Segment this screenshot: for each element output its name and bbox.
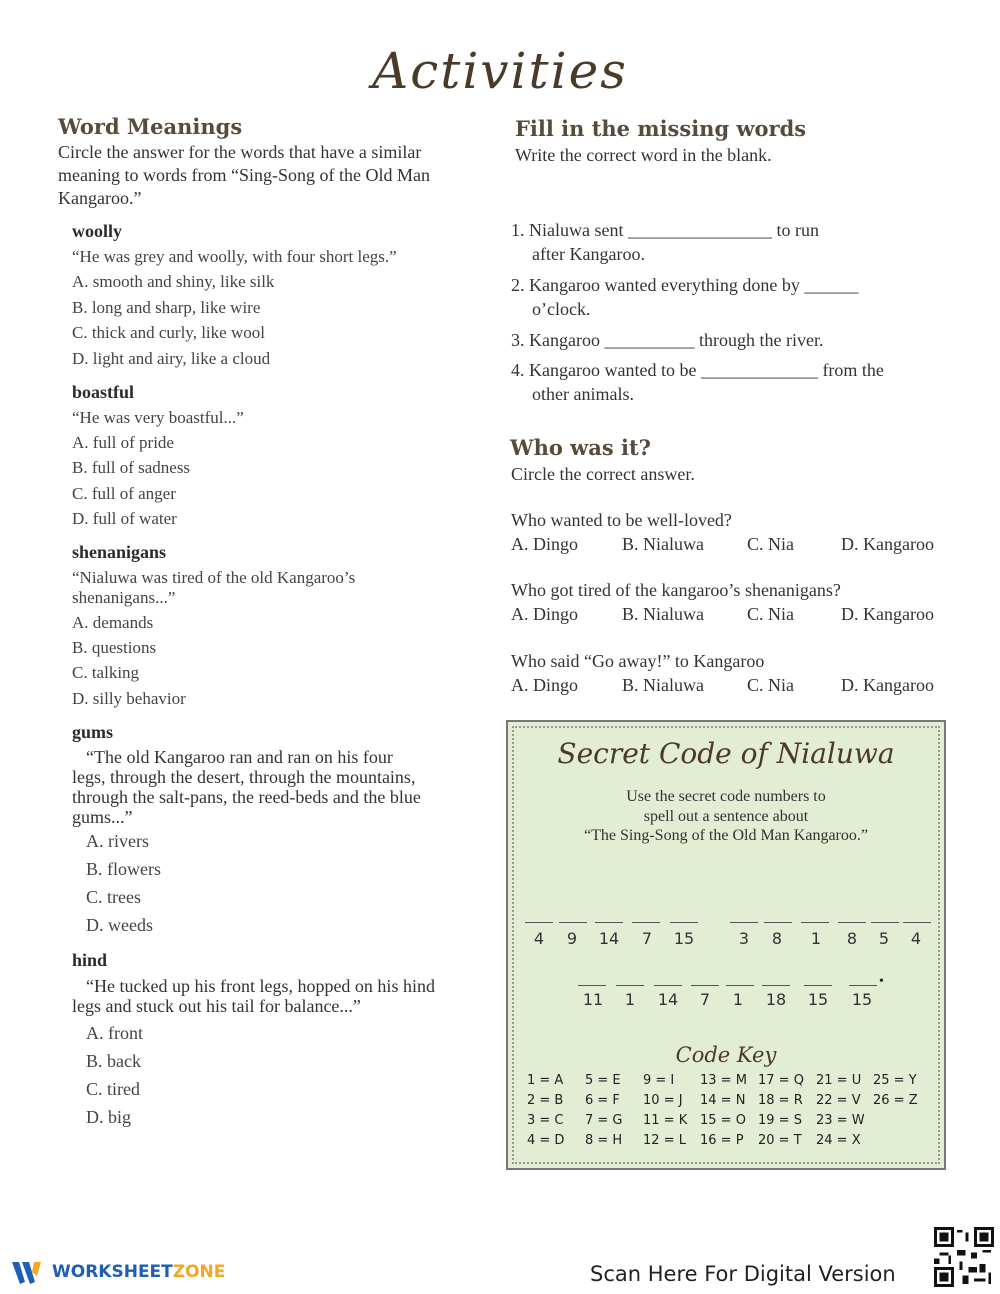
- answer-option[interactable]: A. full of pride: [72, 433, 174, 452]
- vocab-quote: “He was grey and woolly, with four short legs.”: [72, 247, 397, 266]
- letter-blank[interactable]: [670, 922, 698, 923]
- answer-option[interactable]: B. long and sharp, like wire: [72, 298, 261, 317]
- vocab-word: gums: [72, 722, 114, 742]
- vocab-quote: “The old Kangaroo ran and ran on his four legs, through the desert, through the mountains, through the salt-pans, the reed-beds and the blue gums...”: [72, 747, 421, 827]
- letter-blank[interactable]: [654, 985, 682, 986]
- secret-code-instruction: “The Sing-Song of the Old Man Kangaroo.”: [584, 827, 868, 844]
- question: Who said “Go away!” to Kangaroo: [511, 651, 765, 671]
- code-key-entry: 9 = I: [643, 1073, 675, 1088]
- answer-option[interactable]: D. full of water: [72, 509, 177, 528]
- letter-blank[interactable]: [730, 922, 758, 923]
- code-key-entry: 26 = Z: [873, 1093, 918, 1108]
- letter-blank[interactable]: [903, 922, 931, 923]
- code-key-entry: 5 = E: [585, 1073, 621, 1088]
- vocab-word: hind: [72, 950, 108, 970]
- answer-option[interactable]: C. talking: [72, 663, 140, 682]
- code-number: 3: [738, 929, 750, 948]
- code-number: 9: [566, 929, 578, 948]
- letter-blank[interactable]: [804, 985, 832, 986]
- answer-option[interactable]: A. smooth and shiny, like silk: [72, 272, 275, 291]
- code-number: 1: [732, 990, 744, 1009]
- letter-blank[interactable]: [838, 922, 866, 923]
- code-key-entry: 16 = P: [700, 1133, 744, 1148]
- vocab-quote: “He was very boastful...”: [72, 408, 244, 427]
- code-number: 8: [846, 929, 858, 948]
- answer-option[interactable]: C. thick and curly, like wool: [72, 323, 265, 342]
- code-key-title: Code Key: [675, 1043, 777, 1067]
- code-key-entry: 13 = M: [700, 1073, 747, 1088]
- who-was-it-heading: Who was it?: [510, 435, 651, 460]
- word-meanings-intro: Circle the answer for the words that have a similar meaning to words from “Sing-Song of the Old Man Kangaroo.”: [58, 142, 430, 208]
- code-key-entry: 1 = A: [527, 1073, 564, 1088]
- code-key-entry: 23 = W: [816, 1113, 865, 1128]
- letter-blank[interactable]: [762, 985, 790, 986]
- answer-option[interactable]: C. trees: [86, 887, 141, 907]
- answer-option[interactable]: D. weeds: [86, 915, 153, 935]
- answer-choice[interactable]: A. Dingo: [511, 604, 578, 624]
- vocab-word: woolly: [72, 221, 123, 241]
- letter-blank[interactable]: [595, 922, 623, 923]
- code-number: 15: [851, 990, 873, 1009]
- fill-in-item[interactable]: 2. Kangaroo wanted everything done by ______ o’clock.: [511, 275, 859, 319]
- question: Who got tired of the kangaroo’s shenanigans?: [511, 580, 841, 600]
- letter-blank[interactable]: [632, 922, 660, 923]
- code-number: 1: [810, 929, 822, 948]
- letter-blank[interactable]: [578, 985, 606, 986]
- answer-option[interactable]: A. rivers: [86, 831, 149, 851]
- letter-blank[interactable]: [849, 985, 877, 986]
- code-key-entry: 17 = Q: [758, 1073, 804, 1088]
- answer-choice[interactable]: C. Nia: [747, 534, 794, 554]
- code-key-entry: 8 = H: [585, 1133, 623, 1148]
- secret-code-instruction: Use the secret code numbers to: [626, 788, 826, 805]
- code-number: 15: [807, 990, 829, 1009]
- fill-in-item[interactable]: 4. Kangaroo wanted to be _____________ from the other animals.: [511, 360, 884, 404]
- who-was-it-intro: Circle the correct answer.: [511, 464, 695, 484]
- letter-blank[interactable]: [559, 922, 587, 923]
- answer-choice[interactable]: C. Nia: [747, 675, 794, 695]
- code-key-entry: 14 = N: [700, 1093, 746, 1108]
- code-key-entry: 24 = X: [816, 1133, 861, 1148]
- fill-in-intro: Write the correct word in the blank.: [515, 145, 772, 165]
- letter-blank[interactable]: [871, 922, 899, 923]
- vocab-quote: “Nialuwa was tired of the old Kangaroo’s shenanigans...”: [72, 568, 356, 607]
- worksheet-zone-logo-text[interactable]: WORKSHEETZONE: [52, 1262, 226, 1282]
- answer-option[interactable]: C. full of anger: [72, 484, 176, 503]
- answer-choice[interactable]: B. Nialuwa: [622, 675, 704, 695]
- scan-digital-version-text: Scan Here For Digital Version: [590, 1262, 896, 1286]
- code-key-entry: 19 = S: [758, 1113, 802, 1128]
- code-key-entry: 2 = B: [527, 1093, 564, 1108]
- letter-blank[interactable]: [801, 922, 829, 923]
- answer-option[interactable]: A. demands: [72, 613, 154, 632]
- code-number: 14: [657, 990, 679, 1009]
- vocab-word: shenanigans: [72, 542, 167, 562]
- answer-choice[interactable]: A. Dingo: [511, 675, 578, 695]
- answer-choice[interactable]: C. Nia: [747, 604, 794, 624]
- answer-choice[interactable]: D. Kangaroo: [841, 675, 934, 695]
- answer-option[interactable]: D. silly behavior: [72, 689, 186, 708]
- worksheet-zone-logo-icon[interactable]: [10, 1258, 48, 1293]
- code-key-entry: 10 = J: [643, 1093, 683, 1108]
- answer-option[interactable]: D. light and airy, like a cloud: [72, 349, 271, 368]
- code-key-entry: 4 = D: [527, 1133, 565, 1148]
- answer-choice[interactable]: B. Nialuwa: [622, 604, 704, 624]
- code-number: 7: [641, 929, 653, 948]
- code-key-entry: 18 = R: [758, 1093, 803, 1108]
- code-key-entry: 12 = L: [643, 1133, 686, 1148]
- answer-choice[interactable]: A. Dingo: [511, 534, 578, 554]
- word-meanings-heading: Word Meanings: [58, 114, 243, 139]
- letter-blank[interactable]: [691, 985, 719, 986]
- fill-in-heading: Fill in the missing words: [515, 116, 807, 141]
- code-number: 7: [699, 990, 711, 1009]
- code-number: 15: [673, 929, 695, 948]
- code-number: 18: [765, 990, 787, 1009]
- code-number: 1: [624, 990, 636, 1009]
- code-number: 4: [910, 929, 922, 948]
- vocab-quote: “He tucked up his front legs, hopped on his hind legs and stuck out his tail for balance...”: [72, 976, 435, 1016]
- vocab-word: boastful: [72, 382, 135, 402]
- code-key-entry: 7 = G: [585, 1113, 623, 1128]
- code-number: 14: [598, 929, 620, 948]
- code-key-entry: 22 = V: [816, 1093, 861, 1108]
- code-key-entry: 25 = Y: [873, 1073, 917, 1088]
- code-key-entry: 6 = F: [585, 1093, 620, 1108]
- code-number: 11: [582, 990, 604, 1009]
- letter-blank[interactable]: [616, 985, 644, 986]
- answer-option[interactable]: B. full of sadness: [72, 458, 191, 477]
- answer-choice[interactable]: B. Nialuwa: [622, 534, 704, 554]
- answer-choice[interactable]: D. Kangaroo: [841, 604, 934, 624]
- code-key-entry: 21 = U: [816, 1073, 862, 1088]
- answer-option[interactable]: A. front: [86, 1023, 143, 1043]
- answer-choice[interactable]: D. Kangaroo: [841, 534, 934, 554]
- period-mark: •: [879, 974, 884, 989]
- fill-in-item[interactable]: 3. Kangaroo __________ through the river.: [511, 330, 824, 350]
- page-title: Activities: [372, 42, 628, 100]
- answer-option[interactable]: B. back: [86, 1051, 141, 1071]
- answer-option[interactable]: B. flowers: [86, 859, 161, 879]
- code-key-entry: 11 = K: [643, 1113, 688, 1128]
- code-key-entry: 15 = O: [700, 1113, 746, 1128]
- letter-blank[interactable]: [764, 922, 792, 923]
- fill-in-item[interactable]: 1. Nialuwa sent ________________ to run after Kangaroo.: [511, 220, 819, 264]
- code-number: 8: [771, 929, 783, 948]
- letter-blank[interactable]: [525, 922, 553, 923]
- answer-option[interactable]: C. tired: [86, 1079, 140, 1099]
- question: Who wanted to be well-loved?: [511, 510, 732, 530]
- secret-code-instruction: spell out a sentence about: [643, 808, 809, 825]
- code-number: 5: [878, 929, 890, 948]
- code-number: 4: [533, 929, 545, 948]
- code-key-entry: 20 = T: [758, 1133, 802, 1148]
- secret-code-title: Secret Code of Nialuwa: [557, 737, 895, 770]
- qr-code-icon[interactable]: [934, 1227, 994, 1292]
- answer-option[interactable]: B. questions: [72, 638, 157, 657]
- answer-option[interactable]: D. big: [86, 1107, 131, 1127]
- code-key-entry: 3 = C: [527, 1113, 564, 1128]
- letter-blank[interactable]: [726, 985, 754, 986]
